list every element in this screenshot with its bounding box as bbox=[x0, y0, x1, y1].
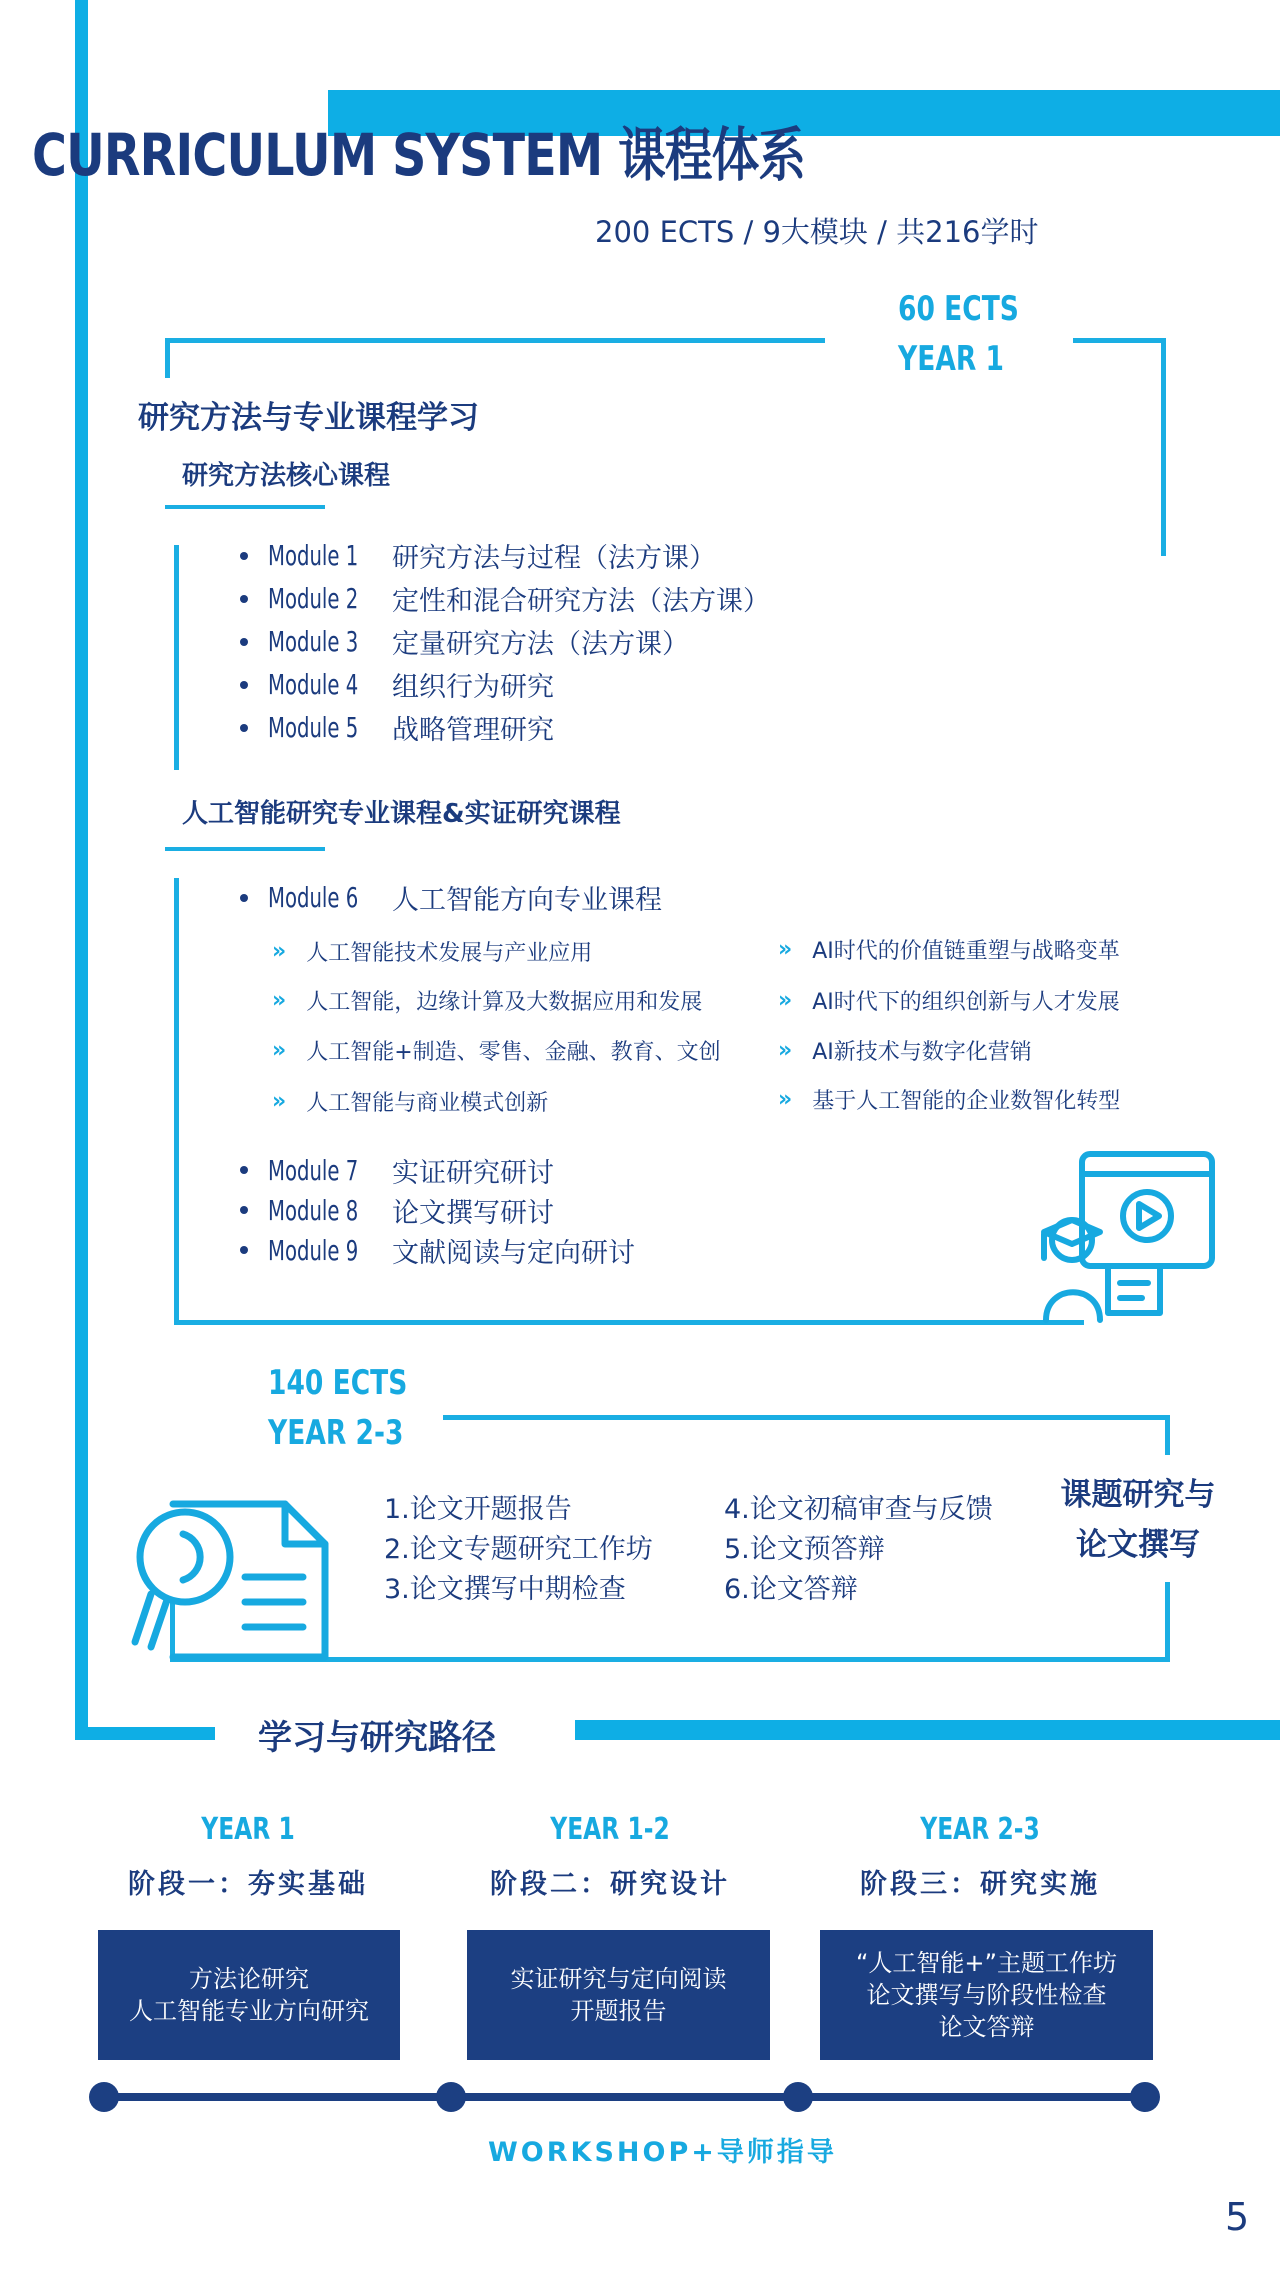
bullet-icon bbox=[240, 1206, 248, 1214]
y1-ects-value: 60 ECTS bbox=[898, 289, 1019, 329]
ai-topic-right-1 bbox=[778, 934, 1120, 965]
path-title: 学习与研究路径 bbox=[258, 1718, 496, 1758]
y1-left-stub bbox=[165, 338, 170, 378]
y1-bottom-line bbox=[174, 1320, 1084, 1325]
module-1-row bbox=[240, 534, 770, 577]
stage-box-line: 论文答辩 bbox=[938, 2013, 1035, 2041]
module-text: 组织行为研究 bbox=[392, 672, 554, 703]
double-arrow-icon: » bbox=[272, 988, 287, 1013]
ai-topic-text: 人工智能与商业模式创新 bbox=[306, 1091, 549, 1116]
double-arrow-icon: » bbox=[778, 937, 793, 962]
bullet-icon bbox=[240, 595, 248, 603]
module-6-row bbox=[240, 876, 1280, 919]
ai-left-line bbox=[174, 878, 179, 1325]
ai-title-underline bbox=[165, 847, 325, 851]
ai-topic-right-2 bbox=[778, 985, 1120, 1016]
stage-1-year: YEAR 1 bbox=[201, 1812, 295, 1847]
timeline-node-1 bbox=[89, 2082, 119, 2112]
module-label: Module 7 bbox=[268, 1153, 359, 1187]
double-arrow-icon: » bbox=[778, 1087, 793, 1112]
module-label: Module 4 bbox=[268, 668, 359, 701]
side-title-line2: 论文撰写 bbox=[1076, 1527, 1200, 1563]
bullet-icon bbox=[240, 681, 248, 689]
module-2-row bbox=[240, 577, 770, 620]
bullet-icon bbox=[240, 1166, 248, 1174]
bullet-icon bbox=[240, 894, 248, 902]
ai-topic-text: 人工智能+制造、零售、金融、教育、文创 bbox=[306, 1040, 721, 1065]
ai-topic-right-4 bbox=[778, 1084, 1120, 1115]
ai-topic-left-2 bbox=[272, 985, 702, 1016]
y23-top-line bbox=[443, 1415, 1170, 1420]
stage-3-year: YEAR 2-3 bbox=[920, 1812, 1040, 1847]
y1-year-label: YEAR 1 bbox=[898, 339, 1004, 379]
side-title-line1: 课题研究与 bbox=[1060, 1477, 1216, 1513]
frame-bottom-right-bar bbox=[575, 1720, 1280, 1740]
stage-1-box bbox=[98, 1930, 400, 2060]
ai-topic-left-3 bbox=[272, 1035, 721, 1066]
thesis-step: 2.论文专题研究工作坊 bbox=[384, 1534, 653, 1565]
core-module-list bbox=[240, 534, 770, 749]
module-label: Module 5 bbox=[268, 711, 359, 744]
ai-topic-text: AI新技术与数字化营销 bbox=[812, 1040, 1032, 1065]
thesis-side-title bbox=[1048, 1470, 1228, 1570]
module-3-row bbox=[240, 620, 770, 663]
module-9-row bbox=[240, 1230, 635, 1270]
module-label: Module 6 bbox=[268, 881, 359, 914]
stage-box-line: 实证研究与定向阅读 bbox=[510, 1965, 727, 1993]
thesis-step: 3.论文撰写中期检查 bbox=[384, 1574, 626, 1605]
document-search-icon bbox=[125, 1492, 335, 1667]
later-module-list bbox=[240, 1150, 635, 1270]
y1-top-line-left bbox=[165, 338, 825, 343]
y1-ects bbox=[898, 284, 1019, 384]
y23-year-label: YEAR 2-3 bbox=[268, 1413, 404, 1453]
bullet-icon bbox=[240, 638, 248, 646]
module-4-row bbox=[240, 663, 770, 706]
thesis-steps-right bbox=[724, 1490, 993, 1610]
timeline-node-3 bbox=[783, 2082, 813, 2112]
double-arrow-icon: » bbox=[272, 1038, 287, 1063]
online-learning-icon bbox=[1030, 1148, 1220, 1328]
ai-course-title: 人工智能研究专业课程&实证研究课程 bbox=[182, 799, 621, 829]
module-7-row bbox=[240, 1150, 635, 1190]
module-5-row bbox=[240, 706, 770, 749]
thesis-steps-left bbox=[384, 1490, 653, 1610]
module-text: 定量研究方法（法方课） bbox=[392, 629, 689, 660]
stage-box-line: 人工智能专业方向研究 bbox=[129, 1997, 369, 2025]
double-arrow-icon: » bbox=[272, 1089, 287, 1114]
stage-3-name: 阶段三：研究实施 bbox=[860, 1869, 1100, 1900]
stage-box-line: 方法论研究 bbox=[189, 1965, 309, 1993]
thesis-step: 5.论文预答辩 bbox=[724, 1534, 885, 1565]
y23-right-stub-top bbox=[1165, 1415, 1170, 1455]
ai-topic-text: AI时代的价值链重塑与战略变革 bbox=[812, 939, 1120, 964]
double-arrow-icon: » bbox=[272, 939, 287, 964]
double-arrow-icon: » bbox=[778, 1038, 793, 1063]
module-text: 定性和混合研究方法（法方课） bbox=[392, 586, 770, 617]
module-label: Module 1 bbox=[268, 539, 359, 572]
y1-right-line bbox=[1161, 338, 1166, 556]
bullet-icon bbox=[240, 724, 248, 732]
stage-box-line: 论文撰写与阶段性检查 bbox=[866, 1981, 1107, 2009]
core-course-title: 研究方法核心课程 bbox=[182, 461, 391, 491]
y23-right-stub-bottom bbox=[1165, 1582, 1170, 1662]
y1-section-title: 研究方法与专业课程学习 bbox=[138, 400, 479, 436]
double-arrow-icon: » bbox=[778, 988, 793, 1013]
y23-ects-value: 140 ECTS bbox=[268, 1363, 408, 1403]
module-text: 论文撰写研讨 bbox=[392, 1197, 554, 1229]
module-label: Module 9 bbox=[268, 1233, 359, 1267]
frame-left-bar bbox=[75, 0, 88, 1740]
stage-2-box bbox=[467, 1930, 770, 2060]
stage-2-name: 阶段二：研究设计 bbox=[490, 1869, 730, 1900]
ai-topic-left-1 bbox=[272, 936, 592, 967]
bullet-icon bbox=[240, 552, 248, 560]
module-label: Module 3 bbox=[268, 625, 359, 658]
stage-1-name: 阶段一：夯实基础 bbox=[128, 1869, 368, 1900]
page-number: 5 bbox=[1225, 2195, 1250, 2239]
core-left-line bbox=[174, 545, 179, 770]
module-text: 文献阅读与定向研讨 bbox=[392, 1237, 635, 1269]
page-title: CURRICULUM SYSTEM 课程体系 bbox=[32, 121, 806, 189]
module-text: 实证研究研讨 bbox=[392, 1157, 554, 1189]
ai-topic-left-4 bbox=[272, 1086, 548, 1117]
core-title-underline bbox=[165, 505, 325, 509]
thesis-step: 6.论文答辩 bbox=[724, 1574, 858, 1605]
y23-ects bbox=[268, 1358, 407, 1458]
timeline-line bbox=[104, 2093, 1144, 2101]
thesis-step: 1.论文开题报告 bbox=[384, 1494, 572, 1525]
workshop-footer: WORKSHOP+导师指导 bbox=[488, 2137, 837, 2168]
module-8-row bbox=[240, 1190, 635, 1230]
stage-2-year: YEAR 1-2 bbox=[550, 1812, 670, 1847]
module-text: 战略管理研究 bbox=[392, 715, 554, 746]
ai-topic-text: 基于人工智能的企业数智化转型 bbox=[812, 1089, 1121, 1114]
timeline-node-2 bbox=[436, 2082, 466, 2112]
ai-topic-text: AI时代下的组织创新与人才发展 bbox=[812, 990, 1120, 1015]
stage-box-line: “人工智能+”主题工作坊 bbox=[856, 1949, 1117, 1977]
module-label: Module 8 bbox=[268, 1193, 359, 1227]
ai-topic-text: 人工智能技术发展与产业应用 bbox=[306, 941, 593, 966]
timeline-node-4 bbox=[1130, 2082, 1160, 2112]
stage-box-line: 开题报告 bbox=[570, 1997, 667, 2025]
stage-3-box bbox=[820, 1930, 1153, 2060]
ai-topic-text: 人工智能，边缘计算及大数据应用和发展 bbox=[306, 990, 703, 1015]
thesis-step: 4.论文初稿审查与反馈 bbox=[724, 1494, 993, 1525]
ai-topic-right-3 bbox=[778, 1035, 1032, 1066]
page-subtitle: 200 ECTS / 9大模块 / 共216学时 bbox=[595, 215, 1039, 249]
module-text: 人工智能方向专业课程 bbox=[392, 885, 662, 916]
bullet-icon bbox=[240, 1246, 248, 1254]
y1-top-line-right bbox=[1073, 338, 1166, 343]
frame-bottom-left-bar bbox=[75, 1727, 215, 1740]
module-label: Module 2 bbox=[268, 582, 359, 615]
module-text: 研究方法与过程（法方课） bbox=[392, 543, 716, 574]
